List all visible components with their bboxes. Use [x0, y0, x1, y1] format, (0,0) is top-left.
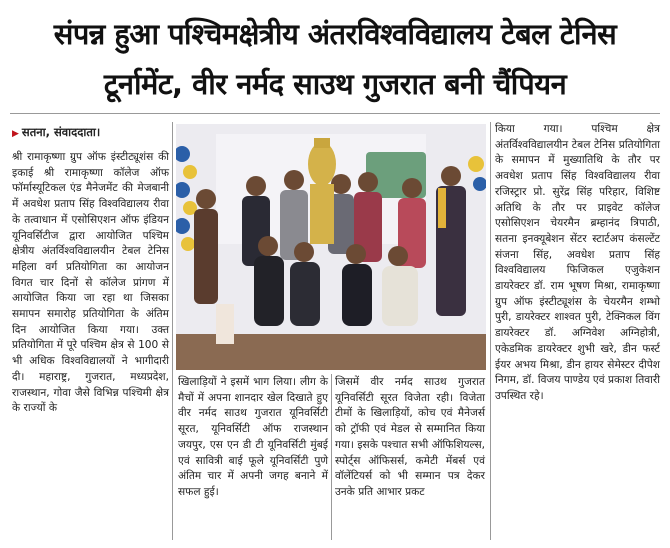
article-column-2: खिलाड़ियों ने इसमें भाग लिया। लीग के मैचों में अपना शानदार खेल दिखाते हुए वीर नर्मद साउथ गुजरात यूनिवर्सिटी सूरत, यूनिवर्सिटी ऑफ राजस्थान जयपुर, एस एन डी टी यूनिवर्सिटी मुंबई एवं सावित्री बाई फूले यूनिवर्सिटी पुणे अंतिम चार में अपनी जगह बनाने में सफल हुई। [178, 376, 328, 498]
dateline-text: सतना, संवाददाता। [21, 125, 101, 139]
event-photo [176, 124, 486, 370]
article-column-3: जिसमें वीर नर्मद साउथ गुजरात यूनिवर्सिटी सूरत विजेता रही। विजेता टीमों के खिलाड़ियों, कोच एवं मैनेजर्स को ट्रॉफी एवं मेडल से सम्मानित किया गया। इसके पश्चात सभी ऑफिशियल्स, स्पोर्ट्स ऑफिसर्स, कमेटी मेंबर्स एवं वॉलेंटियर्स को भी सम्मान पत्र देकर उनके प्रति आभार प्रकट [335, 376, 485, 498]
trophy-icon [308, 138, 336, 244]
group-photo-illustration [176, 124, 486, 370]
headline-line-1: संपन्न हुआ पश्चिमक्षेत्रीय अंतरविश्वविद्यालय टेबल टेनिस [53, 17, 617, 51]
bullet-icon: ▶ [12, 129, 19, 139]
column-divider-3 [490, 122, 491, 540]
headline-divider [10, 113, 660, 114]
article-column-1: श्री रामाकृष्णा ग्रुप ऑफ इंस्टीट्यूशंस की इकाई श्री रामाकृष्णा कॉलेज ऑफ फॉर्मास्यूटिकल एंड मैनेजमेंट की मेजबानी में अवधेश प्रताप सिंह विश्वविद्यालय रीवा के तत्वाधान में एसोसिएशन ऑफ इंडियन यूनिवर्सिटीज द्वारा आयोजित पश्चिम क्षेत्रीय अंतर्विश्वविद्यालयीन टेबल टेनिस महिला वर्ग प्रतियोगिता का आयोजन विगत चार दिनों से कॉलेज प्रांगण में आयोजित किया जा रहा था जिसका समापन समारोह प्रतियोगिता के अंतिम दिन आयोजित किया गया। उक्त प्रतियोगिता में पूरे पश्चिम क्षेत्र से 100 से भी अधिक विश्वविद्यालयों ने भागीदारी दी। महाराष्ट्र, गुजरात, मध्यप्रदेश, राजस्थान, गोवा जैसे विभिन्न पश्चिमी क्षेत्र के राज्यों के [12, 151, 169, 415]
headline-line-2: टूर्नामेंट, वीर नर्मद साउथ गुजरात बनी चैंपियन [103, 67, 567, 101]
column-divider-2 [331, 374, 332, 540]
article-column-4: किया गया। पश्चिम क्षेत्र अंतर्विश्वविद्यालयीन टेबल टेनिस प्रतियोगिता के समापन में मुख्यातिथि के तौर पर अवधेश प्रताप सिंह विश्वविद्यालय रीवा रजिस्ट्रार प्रो. सुरेंद्र सिंह परिहार, विशिष्ट अतिथि के तौर पर प्राइवेट कॉलेज एसोसिएशन चेयरमैन ब्रम्हानंद त्रिपाठी, सतना इनक्यूबेशन सेंटर स्टार्टअप कंसल्टेंट संजना सिंह, अवधेश प्रताप सिंह विश्वविद्यालय फिजिकल एजुकेशन डायरेक्टर डॉ. राम भूषण मिश्रा, रामाकृष्णा ग्रुप ऑफ इंस्टीट्यूशंस के चेयरमैन शम्भो पुरी, डायरेक्टर शाश्वत पुरी, टेक्निकल विंग डायरेक्टर डॉ. अग्निवेश अग्निहोत्री, एकेडमिक डायरेक्टर शुभी खरे, डीन फर्स्ट ईयर अभय मिश्रा, डीन हायर सेमेस्टर दीपेश निगम, डॉ. विजय पाण्डेय एवं प्रकाश तिवारी उपस्थित रहे। [495, 123, 660, 402]
column-divider-1 [172, 122, 173, 540]
dateline [12, 125, 100, 140]
